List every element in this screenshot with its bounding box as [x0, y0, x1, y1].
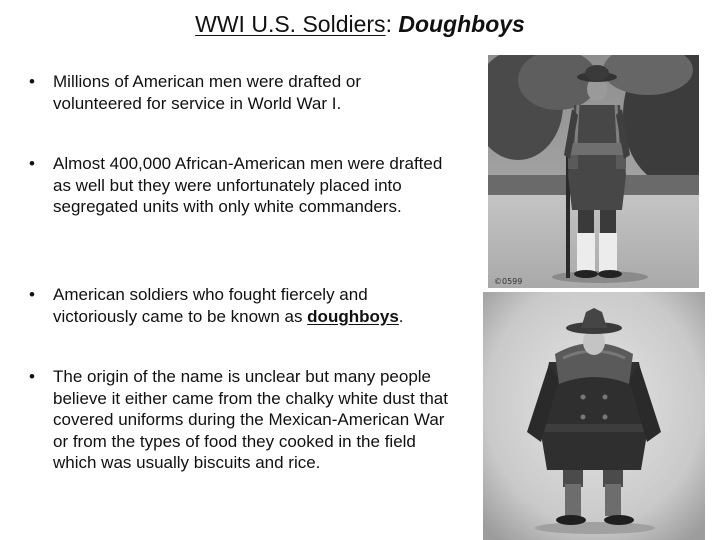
- bullet-text: Millions of American men were drafted or volunteered for service in World War I.: [53, 72, 362, 113]
- bullet-text-after: .: [398, 306, 404, 326]
- soldier-photo-standing: [488, 55, 699, 288]
- coat-soldier-image: [483, 292, 705, 540]
- soldier-photo-coat: [483, 292, 705, 540]
- slide-title: [0, 9, 720, 39]
- bullet-text: The origin of the name is unclear but many people believe it either came from the chalky white dust that covered uniforms during the Mexican-American War or from the types of food they cooked in the field which was usually biscuits and rice.: [53, 367, 448, 472]
- bullet-dot-icon: •: [29, 285, 35, 304]
- title-emphasis: Doughboys: [398, 11, 525, 37]
- bullet-item: [29, 366, 449, 474]
- title-colon: :: [385, 11, 392, 37]
- title-main: WWI U.S. Soldiers: [195, 11, 386, 37]
- bullet-item: [29, 153, 449, 218]
- bullet-text: Almost 400,000 African-American men were drafted as well but they were unfortunately placed into segregated units with only white commanders.: [53, 154, 443, 216]
- doughboys-term: doughboys: [307, 306, 399, 326]
- bullet-dot-icon: •: [29, 72, 35, 91]
- bullet-dot-icon: •: [29, 154, 35, 173]
- standing-soldier-image: [488, 55, 699, 288]
- bullet-item: [29, 71, 449, 114]
- bullet-text-before: American soldiers who fought fiercely and victoriously came to be known as: [53, 285, 368, 326]
- bullet-item: [29, 284, 449, 327]
- photo-caption: ©0599: [494, 277, 523, 286]
- bullet-dot-icon: •: [29, 367, 35, 386]
- bullet-text: [53, 284, 449, 327]
